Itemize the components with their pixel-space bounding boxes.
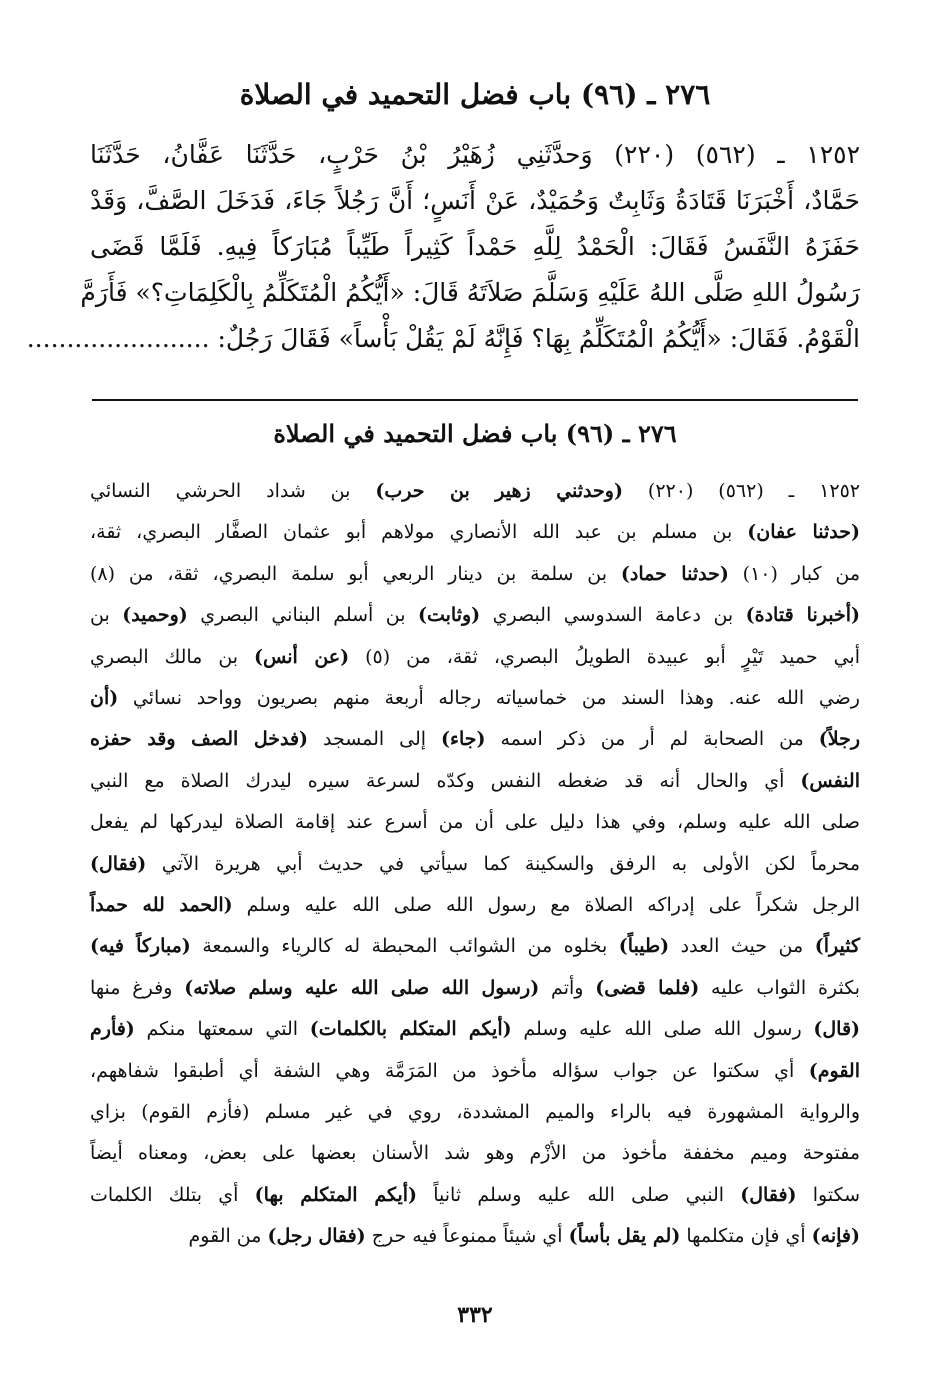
section-divider (92, 399, 858, 401)
hadith-line-5: الْقَوْمُ. فَقَالَ: «أَيُّكُمُ الْمُتَكَلِّمُ بِهَا؟ فَإِنَّهُ لَمْ يَقُلْ بَأْساً» فَقَالَ رَجُلٌ: ....................... (26, 324, 860, 353)
commentary-text-run: التي سمعتها منكم (134, 1018, 310, 1041)
commentary-text-run: بن مسلم بن عبد الله الأنصاري مولاهم أبو عثمان الصفَّار البصري، ثقة، (90, 521, 748, 544)
commentary-text-run: رسول الله صلى الله عليه وسلم (511, 1018, 814, 1041)
commentary-bold-run: كثيراً) (814, 935, 860, 958)
commentary-line (90, 480, 860, 504)
commentary-bold-run: (فأرم (90, 1018, 135, 1041)
commentary-bold-run: (حدثنا حماد) (620, 562, 729, 585)
commentary-text-run: بن أسلم البناني البصري (187, 604, 418, 627)
page-number: ٣٣٢ (457, 1302, 493, 1328)
commentary-line (90, 1101, 860, 1125)
commentary-text-run: بن مالك البصري (90, 645, 255, 668)
hadith-line-3: حَفَزَهُ النَّفَسُ فَقَالَ: الْحَمْدُ لِلَّهِ حَمْداً كَثِيراً طَيِّباً مُبَارَكاً فِيهِ. فَلَمَّا قَضَى (90, 232, 860, 261)
commentary-text-run: صلى الله عليه وسلم، وفي هذا دليل على أن من أسرع عند إقامة الصلاة ليدركها لم يفعل (90, 811, 860, 834)
commentary-text-run: من القوم (188, 1225, 268, 1248)
commentary-bold-run: القوم) (808, 1059, 860, 1082)
main-chapter-title: ٢٧٦ ـ (٩٦) باب فضل التحميد في الصلاة (239, 78, 711, 111)
commentary-line (90, 646, 860, 670)
commentary-bold-run: (عن أنس) (254, 645, 350, 668)
commentary-text-run: أبي حميد تَيْرٍ أبو عبيدة الطويلُ البصري، ثقة، من (٥) (349, 645, 860, 668)
commentary-text-run: وفرغ منها (90, 976, 185, 999)
commentary-text-run: بن سلمة بن دينار الربعي أبو سلمة البصري، ثقة، من (٨) (90, 562, 621, 585)
commentary-text-run: بكثرة الثواب عليه (699, 976, 860, 999)
commentary-bold-run: (رسول الله صلى الله عليه وسلم صلاته) (184, 976, 540, 999)
commentary-bold-run: (مباركاً فيه) (90, 935, 191, 958)
commentary-line (90, 563, 860, 587)
commentary-text-run: ١٢٥٢ ـ (٥٦٢) (٢٢٠) (622, 480, 861, 502)
commentary-bold-run: (أن (90, 687, 119, 709)
commentary-line (90, 894, 860, 918)
commentary-bold-run: (أيكم المتكلم بالكلمات) (309, 1018, 512, 1041)
commentary-text-run: والرواية المشهورة فيه بالراء والميم المشددة، روي في غير مسلم (فأزم القوم) بزاي (90, 1101, 860, 1123)
commentary-line (90, 687, 860, 711)
commentary-text-run: بخلوه من الشوائب المحبطة له كالرياء والسمعة (190, 935, 619, 958)
commentary-text-run: من كبار (١٠) (728, 562, 860, 585)
commentary-text-run: إلى المسجد (308, 728, 442, 751)
commentary-bold-run: رجلاً) (818, 728, 860, 751)
commentary-bold-run: (وحميد) (122, 604, 188, 627)
commentary-bold-run: (فدخل الصف وقد حفزه (90, 728, 309, 751)
commentary-text-run: من حيث العدد (669, 935, 815, 958)
commentary-bold-run: (فإنه) (811, 1225, 860, 1248)
commentary-bold-run: (فقال رجل) (267, 1225, 366, 1248)
hadith-line-2: حَمَّادٌ، أَخْبَرَنَا قَتَادَةُ وَثَابِتٌ وَحُمَيْدٌ، عَنْ أَنَسٍ؛ أَنَّ رَجُلاً جَاءَ، فَدَخَلَ الصَّفَّ، وَقَدْ (90, 186, 860, 215)
commentary-chapter-title: ٢٧٦ ـ (٩٦) باب فضل التحميد في الصلاة (273, 419, 677, 448)
commentary-text-run: سكتوا (796, 1183, 860, 1206)
commentary-bold-run: (قال) (813, 1018, 861, 1041)
commentary-text-run: رضي الله عنه. وهذا السند من خماسياته رجاله أربعة منهم بصريون وواحد نسائي (118, 687, 860, 709)
commentary-text-run: مفتوحة وميم مخففة مأخوذ من الأزْم وهو شد الأسنان بعضها على بعض، ومعناه أيضاً (90, 1142, 860, 1165)
commentary-bold-run: (أيكم المتكلم بها) (254, 1183, 418, 1206)
commentary-line (90, 1184, 860, 1208)
commentary-text-run: الرجل شكراً على إدراكه الصلاة مع رسول الله صلى الله عليه وسلم (232, 894, 860, 916)
commentary-bold-run: (الحمد لله حمداً (90, 894, 233, 916)
commentary-line (90, 853, 860, 877)
commentary-text-run: بن شداد الحرشي النسائي (90, 480, 376, 502)
commentary-line (90, 604, 860, 628)
commentary-text-run: محرماً لكن الأولى به الرفق والسكينة كما سيأتي في حديث أبي هريرة الآتي (146, 852, 860, 875)
commentary-text-run: أي بتلك الكلمات (90, 1183, 255, 1206)
commentary-text-run: بن (90, 604, 123, 627)
commentary-bold-run: (وحدثني زهير بن حرب) (375, 480, 623, 502)
commentary-line (90, 1142, 860, 1166)
hadith-line-1: ١٢٥٢ ـ (٥٦٢) (٢٢٠) وَحدَّثَنِي زُهَيْرُ بْنُ حَرْبٍ، حَدَّثَنَا عَفَّانُ، حَدَّثَنَا (90, 140, 860, 169)
commentary-text-run: النبي صلى الله عليه وسلم ثانياً (417, 1183, 741, 1206)
commentary-bold-run: (طيباً) (618, 935, 670, 958)
commentary-text-run: أي سكتوا عن جواب سؤاله مأخوذ من المَرَمَّة وهي الشفة أي أطبقوا شفاههم، (90, 1059, 809, 1082)
commentary-bold-run: (فلما قضى) (595, 976, 700, 999)
commentary-line (90, 935, 860, 959)
commentary-text-run: من الصحابة لم أر من ذكر اسمه (485, 728, 819, 751)
commentary-text-run: أي والحال أنه قد ضغطه النفس وكدّه لسرعة سيره ليدرك الصلاة مع النبي (90, 769, 801, 792)
commentary-bold-run: (فقال) (90, 852, 147, 875)
commentary-line (90, 728, 860, 752)
commentary-line (90, 977, 860, 1001)
commentary-bold-run: النفس) (800, 769, 860, 792)
commentary-line (90, 521, 860, 545)
commentary-line (90, 770, 860, 794)
commentary-text-run: أي شيئاً ممنوعاً فيه حرج (365, 1225, 569, 1248)
commentary-bold-run: (لم يقل بأساً) (568, 1225, 681, 1248)
commentary-text-run: بن دعامة السدوسي البصري (480, 604, 746, 627)
commentary-text-run: وأتم (539, 976, 596, 999)
commentary-line (90, 1060, 860, 1084)
commentary-line (90, 1225, 860, 1249)
commentary-bold-run: (جاء) (441, 728, 486, 751)
hadith-line-4: رَسُولُ اللهِ صَلَّى اللهُ عَلَيْهِ وَسَلَّمَ صَلاَتَهُ قَالَ: «أَيُّكُمُ الْمُتَكَلِّمُ بِالْكَلِمَاتِ؟» فَأَرَمَّ (80, 278, 860, 307)
commentary-bold-run: (وثابت) (417, 604, 481, 627)
commentary-line (90, 1018, 860, 1042)
commentary-bold-run: (حدثنا عفان) (747, 521, 860, 544)
commentary-text-run: أي فإن متكلمها (680, 1225, 812, 1248)
commentary-bold-run: (أخبرنا قتادة) (745, 604, 860, 627)
commentary-line (90, 811, 860, 835)
commentary-bold-run: (فقال) (740, 1183, 797, 1206)
